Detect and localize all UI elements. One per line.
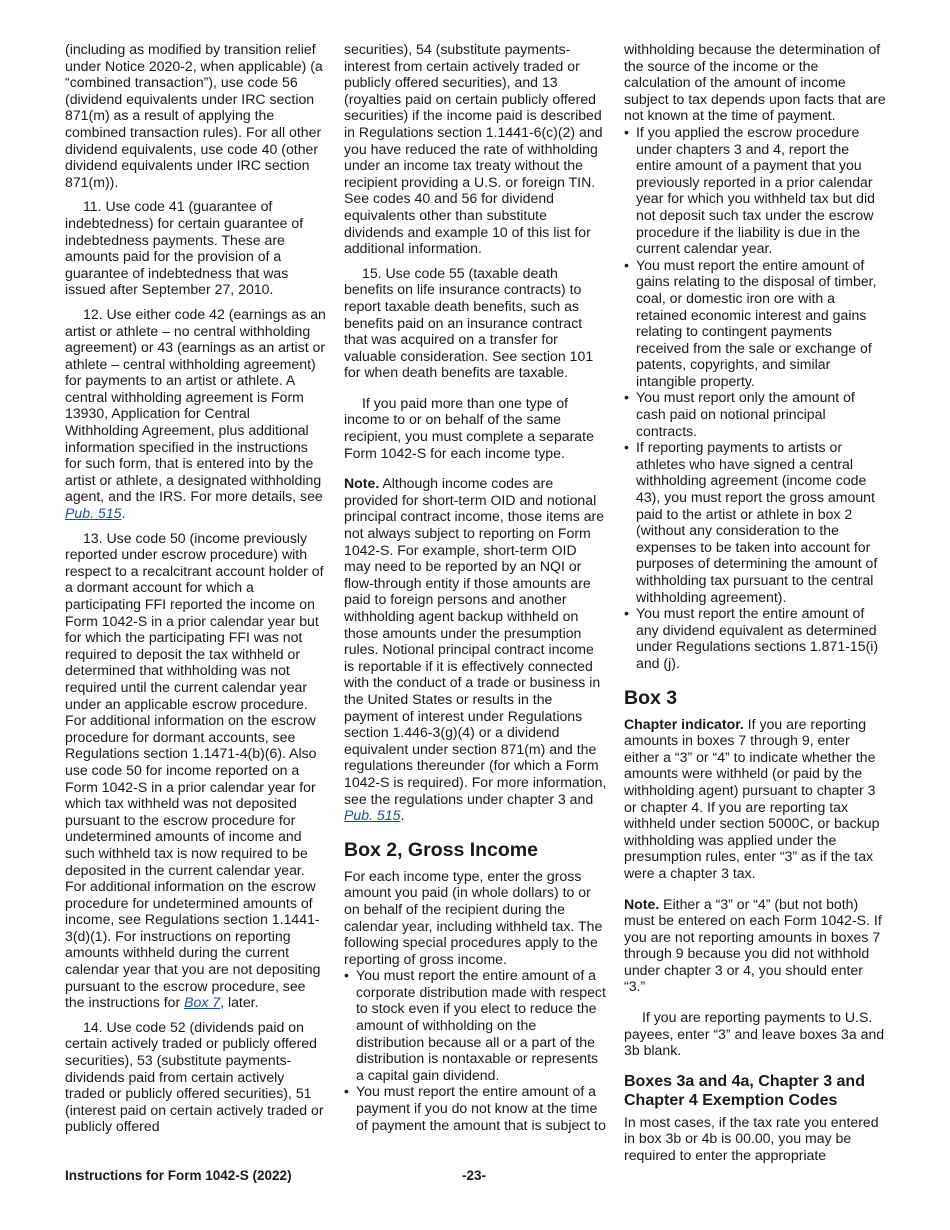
column-left <box>65 41 327 1135</box>
footer-title: Instructions for Form 1042-S (2022) <box>65 1168 292 1183</box>
paragraph-exemption-codes: In most cases, if the tax rate you entered in box 3b or 4b is 00.00, you may be required to enter the appropriate <box>624 1113 879 1164</box>
bullet-timber-gains: • You must report the entire amount of gains relating to the disposal of timber, coal, or domestic iron ore with a retained economic interest and gains relating to contingent payments received from the sale or exchange of patents, copyrights, and similar intangible property. <box>624 257 888 390</box>
bullet-escrow: • If you applied the escrow procedure under chapters 3 and 4, report the entire amount of a payment that you previously reported in a prior calendar year for which you withheld tax but did not deposit such tax under the escrow procedure if the liability is due in the current calendar year. <box>624 124 888 257</box>
chapter-indicator-text: If you are reporting amounts in boxes 7 through 9, enter either a “3” or “4” to indicate whether the amounts were withheld (or paid by the withholding agent) pursuant to chapter 3 or chapter 4. If you are reporting tax withheld under section 5000C, or backup withholding was applied under the presumption rules, enter “3” as if the tax were a chapter 3 tax. <box>624 715 880 881</box>
column-middle <box>344 41 607 1133</box>
paragraph-code-42-43 <box>65 306 327 522</box>
paragraph-withholding-determination: withholding because the determination of the source of the income or the calculation of the amount of income subject to tax depends upon facts that are not known at the time of payment. <box>624 41 886 124</box>
pub-515-link-2[interactable]: Pub. 515 <box>344 807 401 824</box>
paragraph-code-42-43-end: . <box>121 505 126 522</box>
note-end: . <box>400 807 405 824</box>
paragraph-code-42-43-text: 12. Use either code 42 (earnings as an artist or athlete – no central withholding agreement) or 43 (earnings as an artist or athlete – central withholding agreement) for payments to an artist or athlete. A central withholding agreement is Form 13930, Application for Central Withholding Agreement, plus additional information specified in the instructions for such form, that is entered into by the artist or athlete, a designated withholding agent, and the IRS. For more details, see <box>65 305 326 505</box>
note-chapter <box>624 896 888 996</box>
chapter-indicator-label: Chapter indicator. <box>624 715 744 732</box>
paragraph-us-payees: If you are reporting payments to U.S. payees, enter “3” and leave boxes 3a and 3b blank. <box>624 1009 885 1059</box>
paragraph-chapter-indicator <box>624 716 888 882</box>
paragraph-securities: securities), 54 (substitute payments-interest from certain actively traded or publicly offered securities), and 13 (royalties paid on certain publicly offered securities) if the income paid is described in Regulations section 1.1441-6(c)(2) and you have reduced the rate of withholding under an income tax treaty without the recipient providing a U.S. or foreign TIN. See codes 40 and 56 for dividend equivalents other than substitute dividends and example 10 of this list for additional information. <box>344 41 603 257</box>
bullet-unknown-amount: • You must report the entire amount of a payment if you do not know at the time of payment the amount that is subject to <box>344 1083 607 1133</box>
paragraph-code-50 <box>65 530 327 1011</box>
paragraph-multiple-income-types: If you paid more than one type of income to or on behalf of the same recipient, you must complete a separate Form 1042-S for each income type. <box>344 394 594 461</box>
paragraph-code-52: 14. Use code 52 (dividends paid on certain actively traded or publicly offered securities), 53 (substitute payments-dividends paid from certain actively traded or publicly offered securities), 51 (interest paid on certain actively traded or publicly offered <box>65 1018 324 1135</box>
note-chapter-label: Note. <box>624 895 660 912</box>
heading-box-2: Box 2, Gross Income <box>344 838 538 861</box>
bullet-artists-athletes: • If reporting payments to artists or athletes who have signed a central withholding agreement (income code 43), you must report the gross amount paid to the artist or athlete in box 2 (without any consideration to the expenses to be taken into account for purposes of determining the amount of withholding tax pursuant to the central withholding agreement). <box>624 439 888 605</box>
paragraph-combined-transaction: (including as modified by transition relief under Notice 2020-2, when applicable) (a “combined transaction”), use code 56 (dividend equivalents under IRC section 871(m) as a result of applying the combined transaction rules). For all other dividend equivalents, use code 40 (other dividend equivalents under IRC section 871(m)). <box>65 41 323 190</box>
column-right <box>624 41 888 1164</box>
paragraph-gross-income: For each income type, enter the gross amount you paid (in whole dollars) to or on behalf of the recipient during the calendar year, including withheld tax. The following special procedures apply to the reporting of gross income. <box>344 867 603 967</box>
heading-box-3: Box 3 <box>624 686 678 709</box>
bullet-dividend-equivalent: • You must report the entire amount of any dividend equivalent as determined under Regulations sections 1.871-15(i) and (j). <box>624 605 888 671</box>
bullet-notional-principal: • You must report only the amount of cash paid on notional principal contracts. <box>624 389 888 439</box>
paragraph-code-41: 11. Use code 41 (guarantee of indebtedness) for certain guarantee of indebtedness payments. These are amounts paid for the provision of a guarantee of indebtedness that was issued after September 27, 2010. <box>65 198 304 298</box>
paragraph-code-50-text: 13. Use code 50 (income previously reported under escrow procedure) with respect to a recalcitrant account holder of a dormant account for which a participating FFI reported the income on Form 1042-S in a prior calendar year but for which the participating FFI was not required to deposit the tax withheld or determined that withholding was not required until the current calendar year under an applicable escrow procedure. For additional information on the escrow procedure for dormant accounts, see Regulations section 1.1471-4(b)(6). Also use code 50 for income reported on a Form 1042-S in a prior calendar year for which tax withheld was not deposited pursuant to the escrow procedure for undetermined amounts of income and such withheld tax is now required to be deposited in the current calendar year. For additional information on the escrow procedure for undetermined amounts of income, see Regulations section 1.1441-3(d)(1). For instructions on reporting amounts withheld during the current calendar year that you are not depositing pursuant to the escrow procedure, see the instructions for <box>65 529 324 1011</box>
note-label: Note. <box>344 475 380 492</box>
bullet-corporate-distribution: • You must report the entire amount of a corporate distribution made with respect to stock even if you elect to reduce the amount of withholding on the distribution because all or a part of the distribution is nontaxable or represents a capital gain dividend. <box>344 967 607 1083</box>
paragraph-code-55: 15. Use code 55 (taxable death benefits on life insurance contracts) to report taxable death benefits, such as benefits paid on an insurance contract that was acquired on a transfer for valuable consideration. See section 101 for when death benefits are taxable. <box>344 264 594 381</box>
note-text: Although income codes are provided for short-term OID and notional principal contract income, those items are not always subject to reporting on Form 1042-S. For example, short-term OID may need to be reported by an NQI or flow-through entity if those amounts are paid to foreign persons and another withholding agent backup withheld on those amounts under the presumption rules. Notional principal contract income is reportable if it is effectively connected with the conduct of a trade or business in the United States or results in the payment of interest under Regulations section 1.446-3(g)(4) or a dividend equivalent under section 871(m) and the regulations thereunder (for which a Form 1042-S is required). For more information, see the regulations under chapter 3 and <box>344 475 607 807</box>
note-chapter-text: Either a “3” or “4” (but not both) must be entered on each Form 1042-S. If you are not reporting amounts in boxes 7 through 9 because you did not withhold under chapter 3 or 4, you should enter “3.” <box>624 895 882 995</box>
note-oid <box>344 475 607 823</box>
page-number: -23- <box>462 1168 487 1183</box>
heading-boxes-3a-4a: Boxes 3a and 4a, Chapter 3 and Chapter 4 Exemption Codes <box>624 1072 865 1109</box>
paragraph-code-50-end: , later. <box>220 994 259 1011</box>
box-7-link[interactable]: Box 7 <box>184 994 221 1011</box>
pub-515-link[interactable]: Pub. 515 <box>65 505 122 522</box>
